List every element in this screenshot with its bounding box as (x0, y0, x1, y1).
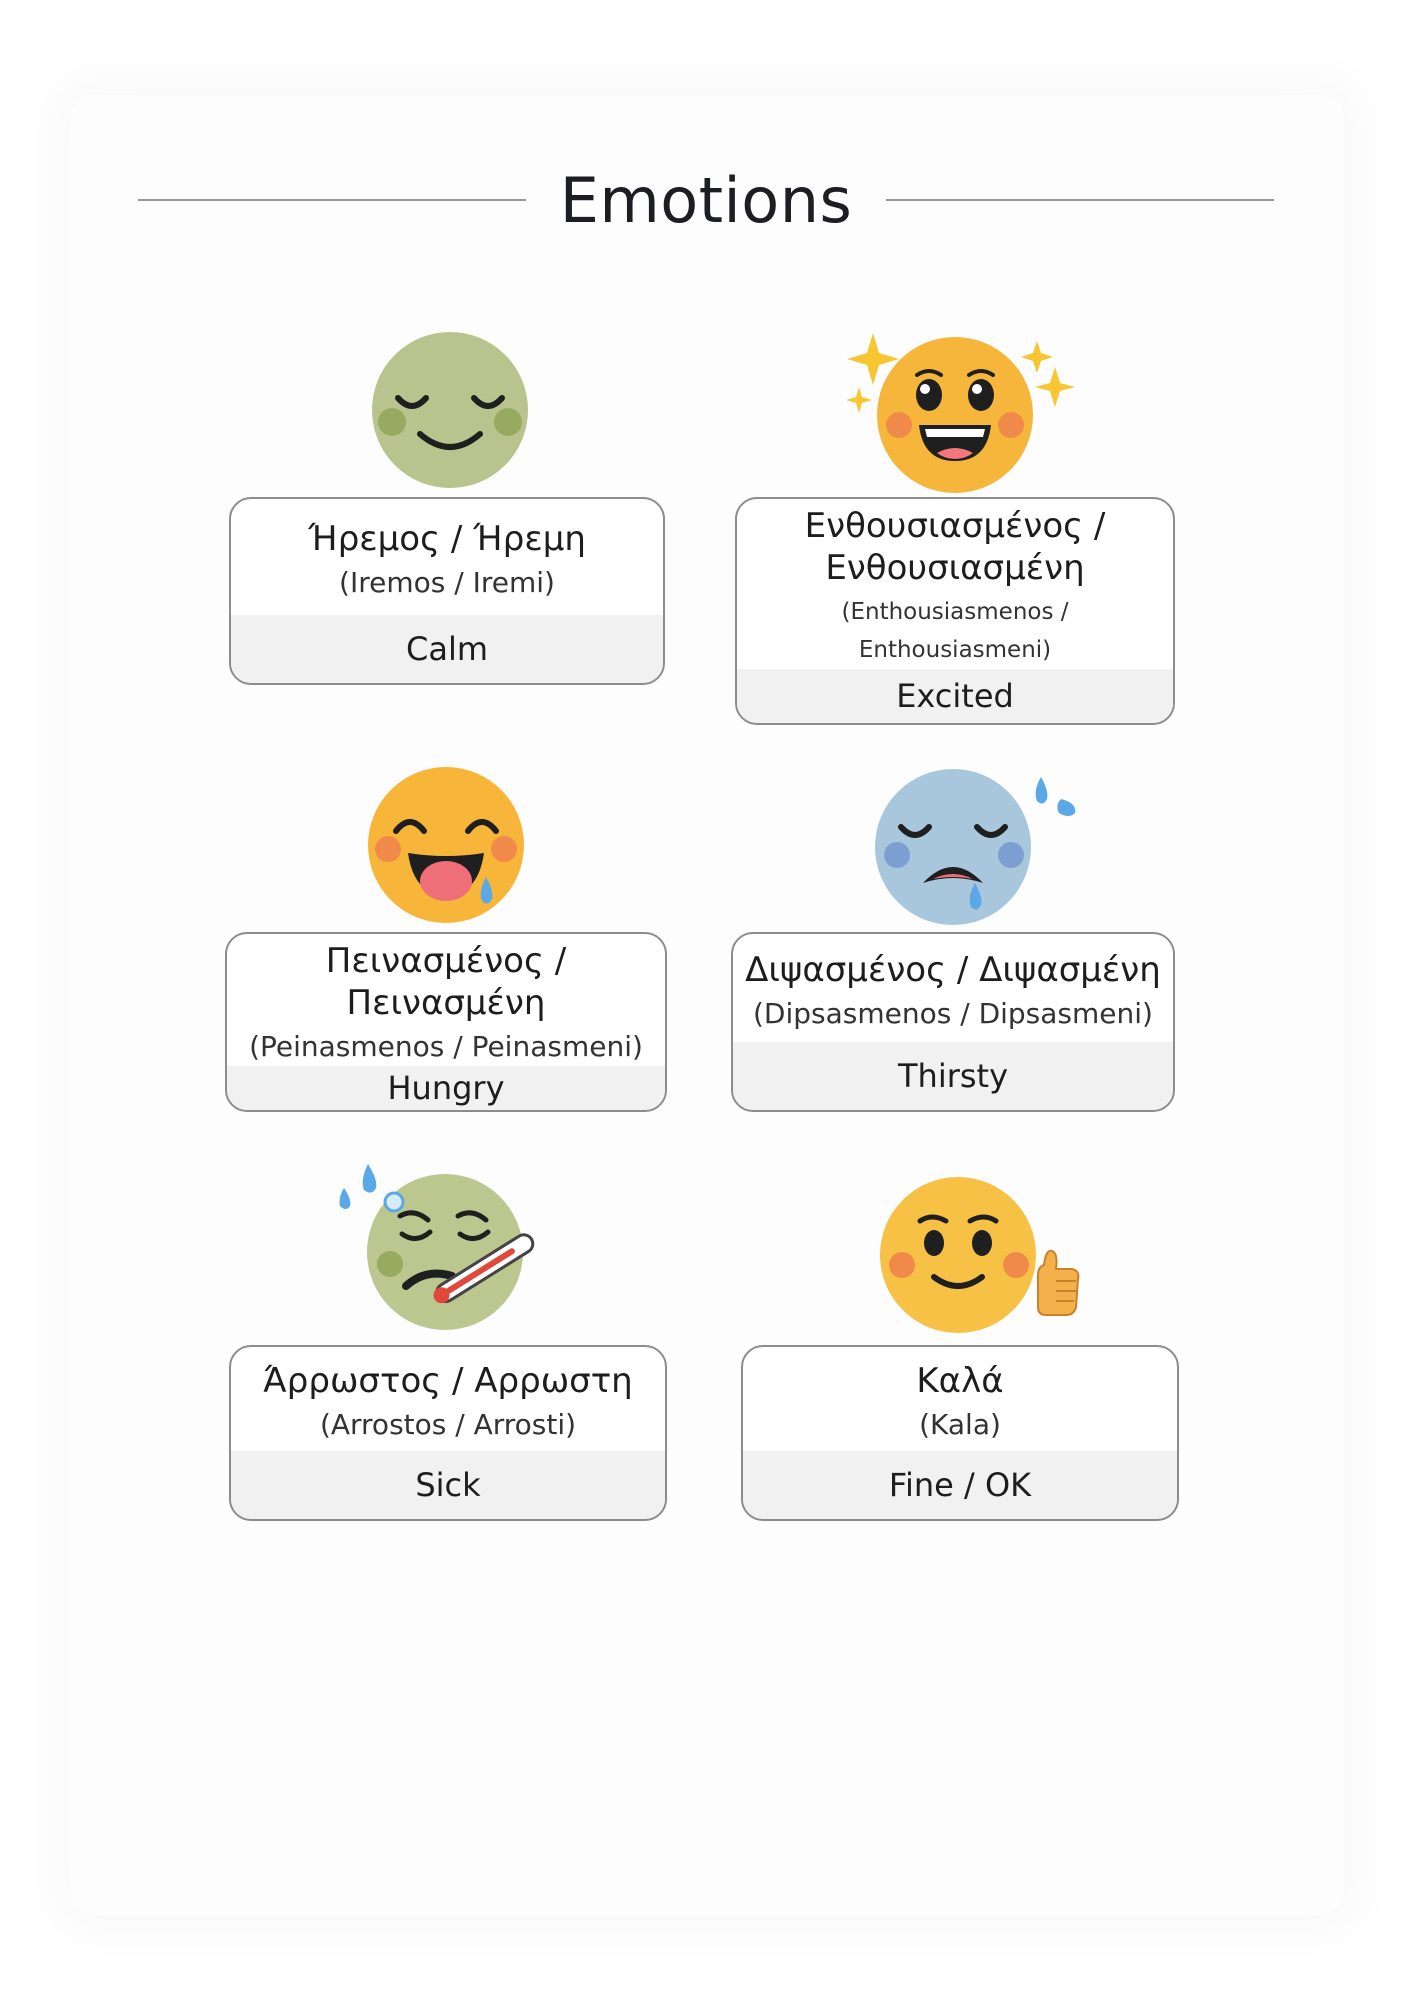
greek-word: Πεινασμένος / Πεινασμένη (325, 941, 567, 1023)
greek-word: Διψασμένος / Διψασμένη (745, 950, 1161, 990)
excited-face-icon (845, 325, 1075, 495)
greek-word-line-1: Ενθουσιασμένος / (804, 506, 1106, 546)
card-word-area (733, 934, 1173, 1042)
transliteration: (Iremos / Iremi) (339, 566, 555, 599)
emotion-card-hungry (225, 932, 667, 1112)
emotion-card-excited (735, 497, 1175, 725)
sick-face-icon (330, 1160, 550, 1330)
thumbs-up-icon (1038, 1251, 1078, 1315)
card-word-area (231, 1347, 665, 1451)
title-row (138, 155, 1274, 245)
english-meaning: Hungry (227, 1066, 665, 1110)
emotion-card-thirsty (731, 932, 1175, 1112)
transliteration: (Dipsasmenos / Dipsasmeni) (753, 997, 1153, 1030)
emotion-card-sick (229, 1345, 667, 1521)
title-rule-right (886, 199, 1274, 201)
page-title: Emotions (559, 163, 853, 237)
english-meaning: Calm (231, 615, 663, 683)
hungry-face-icon (360, 765, 540, 925)
transliteration: (Peinasmenos / Peinasmeni) (249, 1030, 643, 1063)
card-word-area (743, 1347, 1177, 1451)
emotion-card-fine (741, 1345, 1179, 1521)
greek-word: Καλά (916, 1361, 1004, 1401)
transliteration: (Arrostos / Arrosti) (319, 1408, 577, 1441)
greek-word-line-2: Ενθουσιασμένη (825, 548, 1085, 588)
greek-word: Ήρεμος / Ήρεμη (308, 519, 586, 559)
english-meaning: Sick (231, 1451, 665, 1519)
greek-word: Άρρωστος / Αρρωστη (263, 1361, 633, 1401)
emotion-card-calm (229, 497, 665, 685)
english-meaning: Thirsty (733, 1042, 1173, 1110)
english-meaning: Fine / OK (743, 1451, 1177, 1519)
card-word-area (231, 499, 663, 615)
card-word-area (737, 499, 1173, 669)
card-word-area (227, 934, 665, 1066)
english-meaning: Excited (737, 669, 1173, 723)
thirsty-face-icon (865, 765, 1085, 925)
fine-face-icon (868, 1165, 1088, 1335)
calm-face-icon (360, 330, 540, 490)
transliteration: (Kala) (919, 1408, 1001, 1441)
transliteration: (Enthousiasmenos / Enthousiasmeni) (841, 599, 1069, 663)
title-rule-left (138, 199, 526, 201)
